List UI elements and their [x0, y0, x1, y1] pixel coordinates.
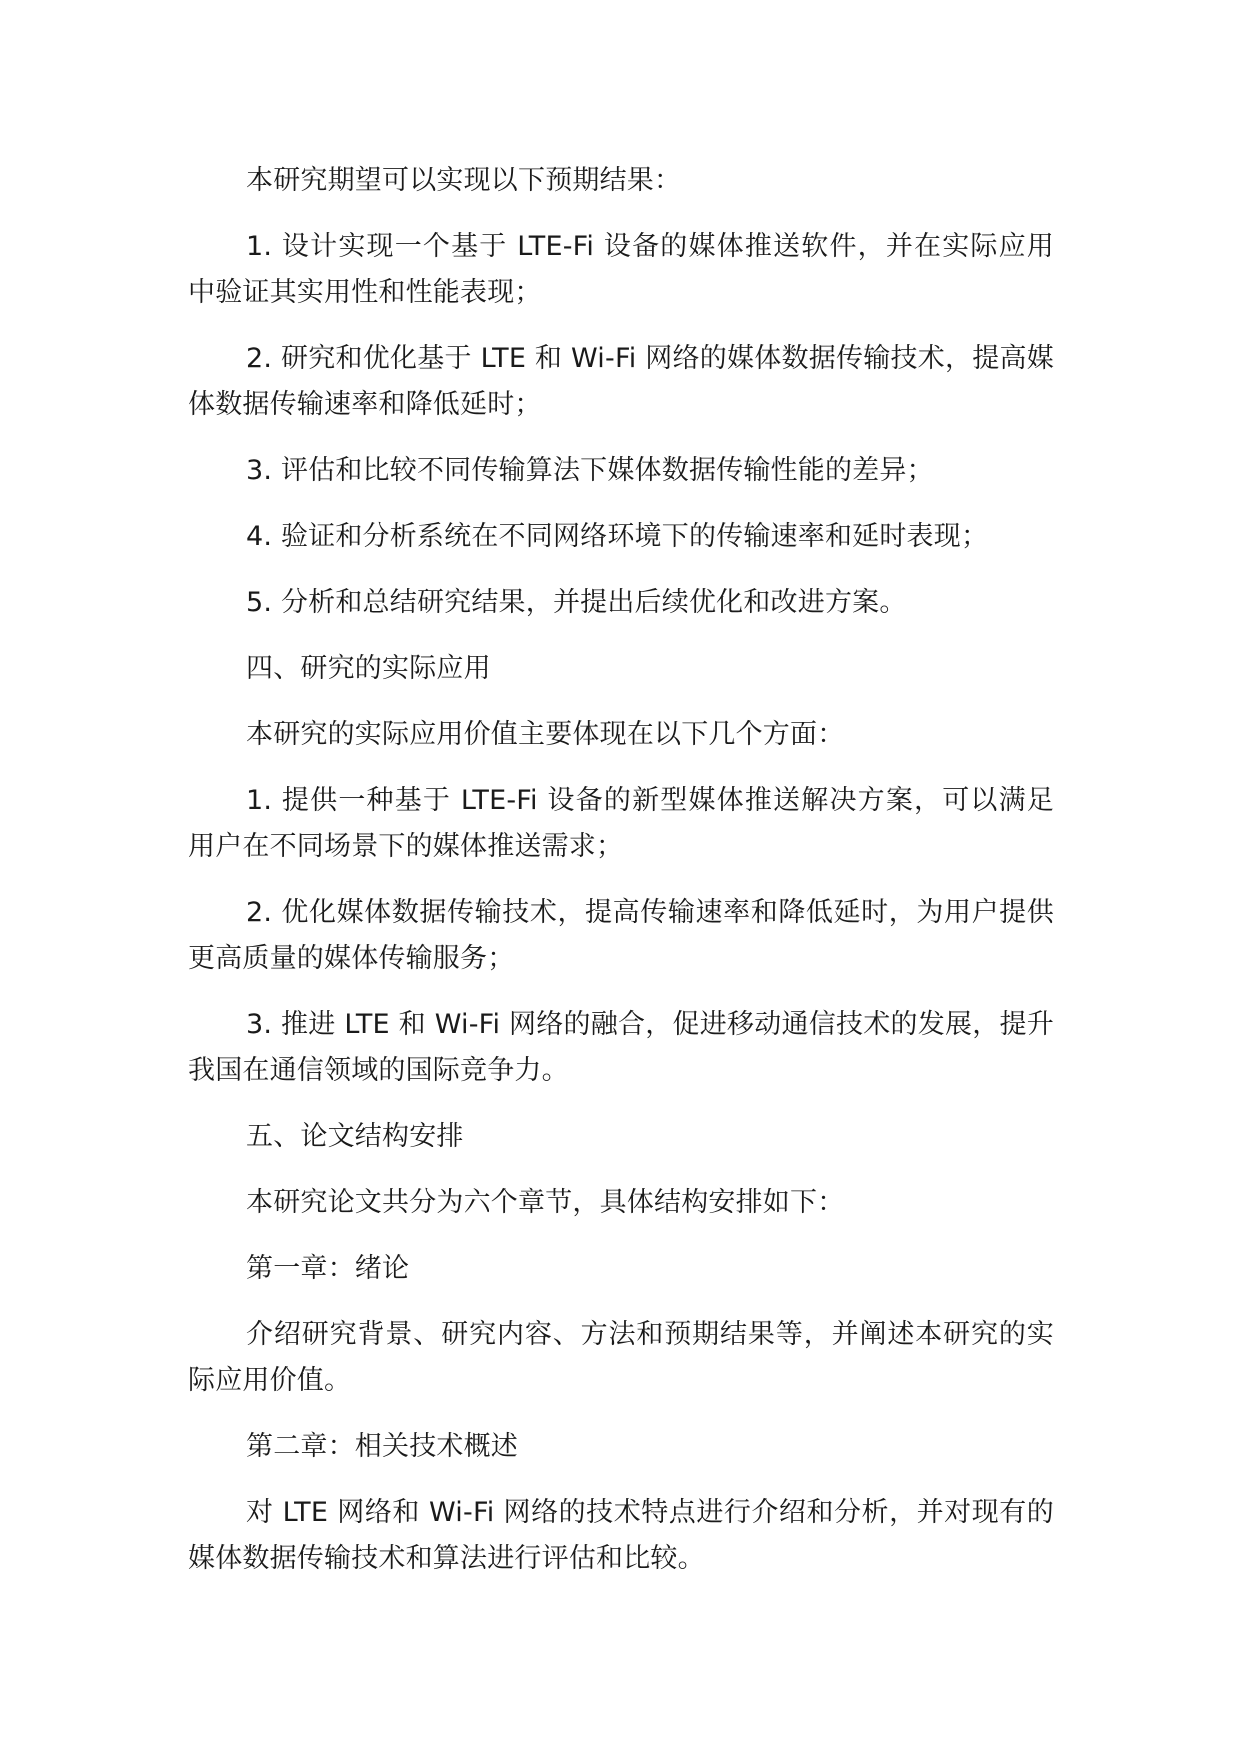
paragraph-structure-intro: 本研究论文共分为六个章节，具体结构安排如下：: [246, 1187, 845, 1218]
section-heading-thesis-structure: 五、论文结构安排: [246, 1121, 464, 1152]
paragraph-result-1: 1. 设计实现一个基于 LTE-Fi 设备的媒体推送软件，并在实际应用中验证其实用性和性能表现；: [188, 231, 1054, 308]
document-body: [188, 158, 1054, 1582]
paragraph-chapter-1-description: 介绍研究背景、研究内容、方法和预期结果等，并阐述本研究的实际应用价值。: [188, 1319, 1054, 1396]
paragraph-application-1: 1. 提供一种基于 LTE-Fi 设备的新型媒体推送解决方案，可以满足用户在不同场景下的媒体推送需求；: [188, 785, 1054, 862]
paragraph-result-4: 4. 验证和分析系统在不同网络环境下的传输速率和延时表现；: [246, 521, 989, 552]
paragraph-result-3: 3. 评估和比较不同传输算法下媒体数据传输性能的差异；: [246, 455, 934, 486]
paragraph-application-intro: 本研究的实际应用价值主要体现在以下几个方面：: [246, 719, 845, 750]
chapter-heading-1: 第一章：绪论: [246, 1253, 410, 1284]
section-heading-practical-application: 四、研究的实际应用: [246, 653, 491, 684]
paragraph-expected-results-intro: 本研究期望可以实现以下预期结果：: [246, 165, 682, 196]
paragraph-result-2: 2. 研究和优化基于 LTE 和 Wi-Fi 网络的媒体数据传输技术，提高媒体数据传输速率和降低延时；: [188, 343, 1054, 420]
paragraph-application-2: 2. 优化媒体数据传输技术，提高传输速率和降低延时，为用户提供更高质量的媒体传输服务；: [188, 897, 1054, 974]
chapter-heading-2: 第二章：相关技术概述: [246, 1431, 518, 1462]
paragraph-application-3: 3. 推进 LTE 和 Wi-Fi 网络的融合，促进移动通信技术的发展，提升我国在通信领域的国际竞争力。: [188, 1009, 1054, 1086]
paragraph-result-5: 5. 分析和总结研究结果，并提出后续优化和改进方案。: [246, 587, 907, 618]
paragraph-chapter-2-description: 对 LTE 网络和 Wi-Fi 网络的技术特点进行介绍和分析，并对现有的媒体数据传输技术和算法进行评估和比较。: [188, 1497, 1054, 1574]
